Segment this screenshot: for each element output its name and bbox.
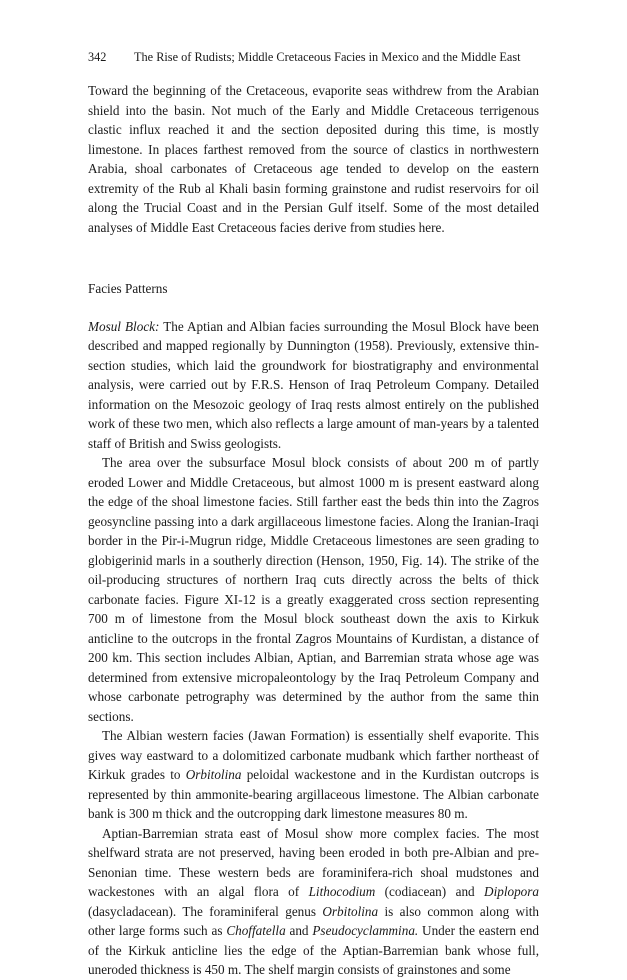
albian-genus-orbitolina: Orbitolina (185, 767, 242, 782)
aptian-text-5: and (285, 923, 313, 938)
section-heading: Facies Patterns (88, 281, 168, 296)
aptian-genus-orbitolina: Orbitolina (322, 903, 379, 919)
albian-text-2: peloidal wackestone and in the Kurdistan outcrops is represented by thin ammonite-bearing argillaceous limestone. The Albian carbonate bank is 300 m thick and the outcropping dark limestone measures 80 m. (88, 767, 539, 821)
aptian-text-3: (dasycladacean). The foraminiferal genus (88, 903, 323, 919)
mosul-block-paragraph (88, 317, 539, 454)
running-title: The Rise of Rudists; Middle Cretaceous Facies in Mexico and the Middle East (134, 50, 521, 64)
aptian-text-4: is also common along with other large forms such as (88, 903, 539, 938)
aptian-text-6: Under the eastern end of the Kirkuk anticline lies the edge of the Aptian-Barremian bank whose full, uneroded thickness is 450 m. The shelf margin consists of grainstones and some (88, 923, 540, 977)
aptian-text-2: (codiacean) and (375, 884, 485, 899)
book-page (88, 49, 539, 980)
subsurface-area-paragraph: The area over the subsurface Mosul block consists of about 200 m of partly eroded Lower and Middle Cretaceous, but almost 1000 m is present eastward along the edge of the shoal limestone facies. Still farther east the beds thin into the Zagros geosyncline passing into a dark argillaceous limestone facies. Along the Iranian-Iraqi border in the Pir-i-Mugrun ridge, Middle Cretaceous limestones are seen grading to globigerinid marls in a southerly direction (Henson, 1950, Fig. 14). The strike of the oil-producing structures of northern Iraq cuts directly across the belts of thick carbonate facies. Figure XI-12 is a greatly exaggerated cross section representing 700 m of limestone from the Mosul block southeast down the axis to Kirkuk anticline to the outcrops in the frontal Zagros Mountains of Kurdistan, a distance of 200 km. This section includes Albian, Aptian, and Barremian strata whose age was determined from extensive micropaleontology by the Iraq Petroleum Company and whose carbonate petrography was determined by the author from the same thin sections. (88, 455, 539, 724)
mosul-block-text: The Aptian and Albian facies surrounding the Mosul Block have been described and mapped regionally by Dunnington (1958). Previously, extensive thin-section studies, which laid the groundwork for biostratigraphy and environmental analysis, were carried out by F.R.S. Henson of Iraq Petroleum Company. Detailed information on the Mesozoic geology of Iraq rests almost entirely on the published work of these two men, which also reflects a large amount of man-years by a talented staff of British and Swiss geologists. (88, 318, 539, 451)
albian-facies-paragraph (88, 726, 539, 824)
aptian-text-1: Aptian-Barremian strata east of Mosul show more complex facies. The most shelfward strata are not preserved, having been eroded in both pre-Albian and pre-Senonian time. These western beds are foraminifera-rich shoal mudstones and wackestones with an algal flora of (88, 825, 539, 899)
aptian-genus-choffatella: Choffatella (226, 923, 286, 938)
albian-text-1: The Albian western facies (Jawan Formation) is essentially shelf evaporite. This gives way eastward to a dolomitized carbonate mudbank which farther northeast of Kirkuk grades to (88, 728, 539, 782)
mosul-block-lead: Mosul Block: (88, 318, 160, 334)
aptian-barremian-paragraph (88, 824, 539, 980)
aptian-genus-diplopora: Diplopora (484, 884, 539, 899)
running-header (88, 49, 539, 65)
page-number: 342 (88, 50, 107, 64)
aptian-genus-lithocodium: Lithocodium (308, 884, 376, 899)
intro-paragraph: Toward the beginning of the Cretaceous, evaporite seas withdrew from the Arabian shield into the basin. Not much of the Early and Middle Cretaceous terrigenous clastic influx reached it and the section deposited during this time, is mostly limestone. In places farthest removed from the source of clastics in northwestern Arabia, shoal carbonates of Cretaceous age tended to develop on the eastern extremity of the Rub al Khali basin forming grainstone and rudist reservoirs for oil along the Trucial Coast and in the Persian Gulf itself. Some of the most detailed analyses of Middle East Cretaceous facies derive from studies here. (88, 83, 539, 235)
aptian-genus-pseudocyclammina: Pseudocyclammina. (312, 923, 419, 938)
